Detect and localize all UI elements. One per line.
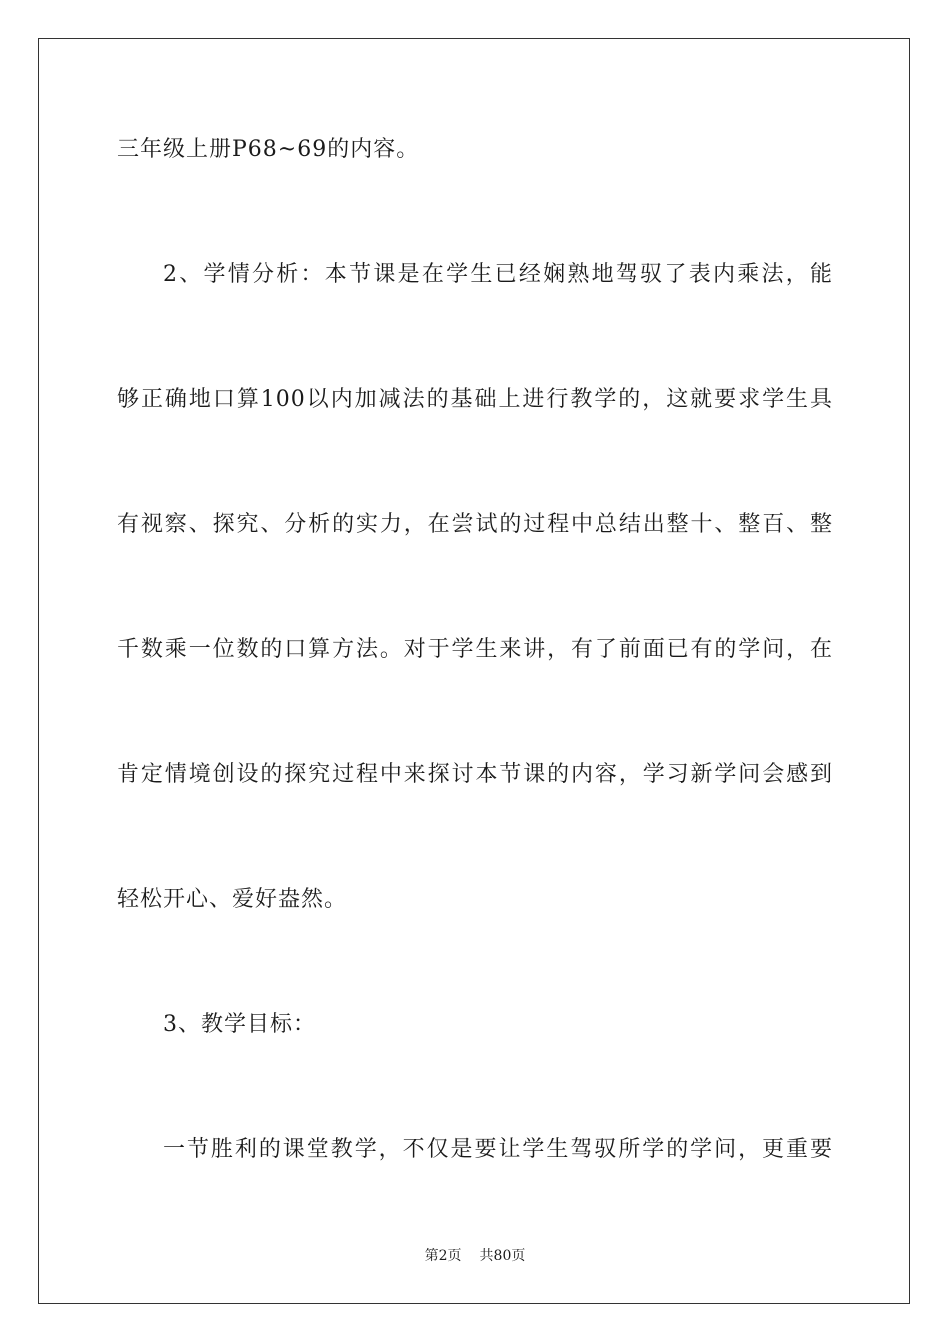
text-line-5: 千数乘一位数的口算方法。对于学生来讲，有了前面已有的学问，在 — [117, 637, 833, 662]
text-line-2: 2、学情分析：本节课是在学生已经娴熟地驾驭了表内乘法，能 — [163, 262, 833, 287]
text-line-4: 有视察、探究、分析的实力，在尝试的过程中总结出整十、整百、整 — [117, 512, 833, 537]
text-line-8: 3、教学目标： — [163, 1012, 316, 1037]
text-line-3: 够正确地口算100以内加减法的基础上进行教学的，这就要求学生具 — [117, 387, 833, 412]
page-frame — [38, 38, 910, 1304]
text-line-9: 一节胜利的课堂教学，不仅是要让学生驾驭所学的学问，更重要 — [163, 1137, 833, 1162]
text-line-1: 三年级上册P68~69的内容。 — [117, 137, 420, 162]
page-number: 第2页 — [424, 1248, 462, 1264]
text-line-7: 轻松开心、爱好盎然。 — [117, 887, 348, 912]
total-pages: 共80页 — [479, 1248, 526, 1264]
page-footer — [0, 1246, 950, 1266]
text-line-6: 肯定情境创设的探究过程中来探讨本节课的内容，学习新学问会感到 — [117, 762, 833, 787]
